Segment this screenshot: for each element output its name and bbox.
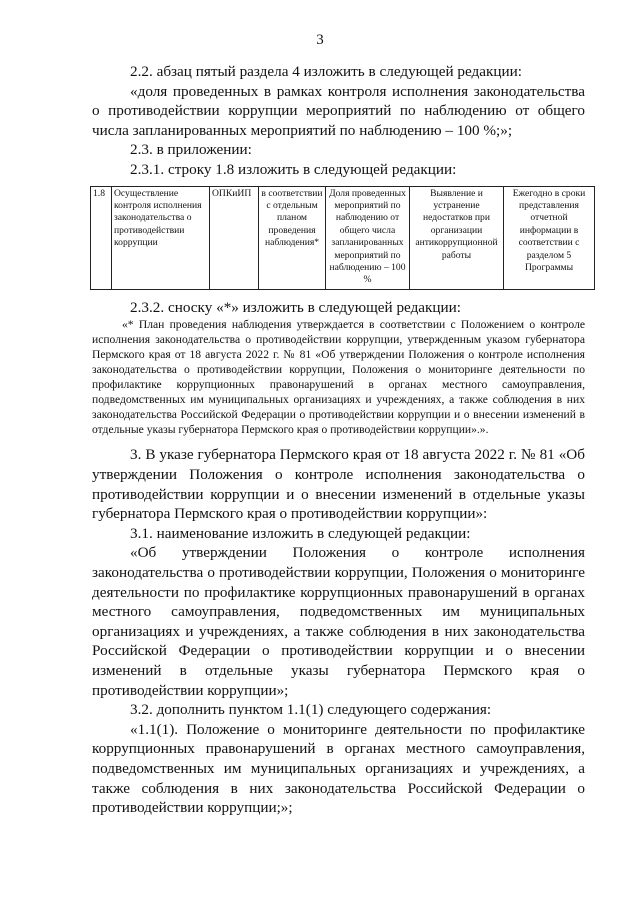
table-cell-result: Выявление и устранение недостатков при организации антикоррупционной работы [410, 186, 504, 289]
table-cell-responsible: ОПКиИП [210, 186, 259, 289]
table-cell-number: 1.8 [91, 186, 112, 289]
paragraph-3-2: 3.2. дополнить пунктом 1.1(1) следующего содержания: [130, 701, 492, 719]
table-cell-indicator: Доля проведенных мероприятий по наблюдению от общего числа запланированных мероприятий по наблюдению – 100 % [326, 186, 410, 289]
table-row [91, 186, 595, 289]
paragraph-3: 3. В указе губернатора Пермского края от 18 августа 2022 г. № 81 «Об утверждении Положения о контроле исполнения законодательства о противодействии коррупции и о внесении изменений в отдельные указы губернатора Пермского края о противодействии коррупции»: [92, 446, 585, 523]
document-body [92, 62, 585, 818]
table-cell-activity: Осуществление контроля исполнения законодательства о противодействии коррупции [112, 186, 210, 289]
table-cell-term: в соответствии с отдельным планом проведения наблюдения* [259, 186, 326, 289]
paragraph-3-1: 3.1. наименование изложить в следующей редакции: [130, 524, 471, 542]
page-number: 3 [316, 32, 324, 48]
paragraph-2-2: 2.2. абзац пятый раздела 4 изложить в следующей редакции: [130, 63, 522, 80]
paragraph-3-1-quote: «Об утверждении Положения о контроле исполнения законодательства о противодействии коррупции, Положения о мониторинге деятельности по профилактике коррупционных правонарушений в органах местного самоуправления, подведомственных им муниципальных организациях и учреждениях, а также соблюдения в них законодательства Российской Федерации о противодействии коррупции и о внесении изменений в отдельные указы губернатора Пермского края о противодействии коррупции»; [92, 544, 585, 699]
footnote-text: «* План проведения наблюдения утверждается в соответствии с Положением о контроле исполнения законодательства о противодействии коррупции, утвержденным указом губернатора Пермского края от 18 августа 2022 г. № 81 «Об утверждении Положения о контроле исполнения законодательства о противодействии коррупции, Положения о мониторинге деятельности по профилактике коррупционных правонарушений в органах местного самоуправления, подведомственных им муниципальных организациях и учреждениях, а также соблюдения в них законодательства Российской Федерации о противодействии коррупции и о внесении изменений в отдельные указы губернатора Пермского края о противодействии коррупции».». [92, 318, 585, 437]
row-1-8-table [90, 186, 595, 290]
paragraph-2-3: 2.3. в приложении: [130, 141, 252, 159]
paragraph-2-3-1: 2.3.1. строку 1.8 изложить в следующей редакции: [130, 160, 457, 178]
table-cell-reporting: Ежегодно в сроки представления отчетной информации в соответствии с разделом 5 Программы [504, 186, 595, 289]
paragraph-2-3-2: 2.3.2. сноску «*» изложить в следующей редакции: [130, 298, 462, 316]
paragraph-2-2-quote: «доля проведенных в рамках контроля исполнения законодательства о противодействии коррупции мероприятий по наблюдению от общего числа запланированных мероприятий по наблюдению – 100 %;»; [92, 82, 585, 139]
paragraph-3-2-quote: «1.1(1). Положение о мониторинге деятельности по профилактике коррупционных правонарушений в органах местного самоуправления, подведомственных им муниципальных организациях и учреждениях, а также соблюдения в них законодательства Российской Федерации о противодействии коррупции;»; [92, 720, 585, 817]
